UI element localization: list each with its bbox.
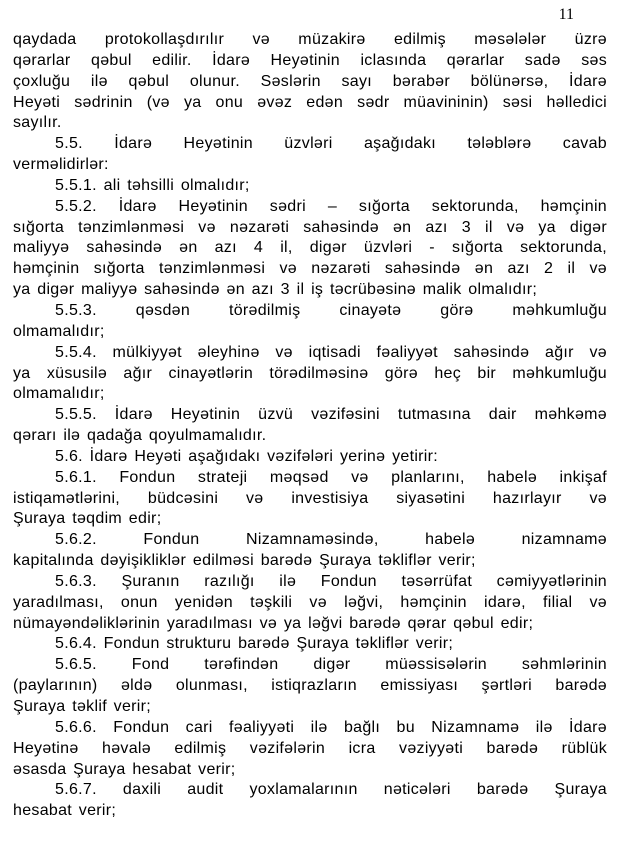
paragraph [13, 572, 607, 635]
paragraph [13, 301, 607, 343]
text-line: ya digər maliyyə sahəsində ən azı 3 il iş təcrübəsinə malik olmalıdır; [13, 281, 538, 299]
text-line: sığorta tənzimlənməsi və nəzarəti sahəsində ən azı 3 il və ya digər [13, 218, 607, 236]
paragraph [13, 634, 607, 655]
text-line: 5.5.4. mülkiyyət əleyhinə və iqtisadi fəaliyyət sahəsində ağır və [55, 343, 607, 361]
text-line: 5.5.2. İdarə Heyətinin sədri – sığorta sektorunda, həmçinin [55, 197, 607, 215]
text-line: olmamalıdır; [13, 322, 105, 340]
text-line: 5.5.5. İdarə Heyətinin üzvü vəzifəsini tutmasına dair məhkəmə [55, 406, 607, 424]
text-line: maliyyə sahəsində ən azı 4 il, digər üzvləri - sığorta sektorunda, [13, 239, 607, 257]
text-line: Heyətinə həvalə edilmiş vəzifələrin icra vəziyyəti barədə rüblük [13, 739, 607, 757]
text-line: (paylarının) əldə olunması, istiqrazların emissiyası şərtləri barədə [13, 677, 607, 695]
text-line: 5.6.6. Fondun cari fəaliyyəti ilə bağlı bu Nizamnamə ilə İdarə [55, 718, 607, 736]
paragraph [13, 197, 607, 301]
text-line: Şuraya təklif verir; [13, 698, 152, 715]
paragraph [13, 655, 607, 718]
text-line: kapitalında dəyişikliklər edilməsi barədə Şuraya təkliflər verir; [13, 552, 476, 570]
text-line: 5.6.5. Fond tərəfindən digər müəssisələrin səhmlərinin [55, 656, 607, 674]
text-line: qərarı ilə qadağa qoyulmamalıdır. [13, 427, 267, 445]
text-line: sayılır. [13, 114, 62, 132]
text-line: həmçinin sığorta tənzimlənməsi və nəzarəti sahəsində ən azı 2 il və [13, 260, 607, 278]
text-line: 5.6. İdarə Heyəti aşağıdakı vəzifələri yerinə yetirir: [55, 447, 439, 465]
text-line: nümayəndəliklərinin yaradılması və ya ləğvi barədə qərar qəbul edir; [13, 614, 534, 632]
text-line: 5.6.1. Fondun strateji məqsəd və planlarını, habelə inkişaf [55, 468, 607, 486]
text-line: 5.5. İdarə Heyətinin üzvləri aşağıdakı tələblərə cavab [55, 135, 607, 153]
document-body [13, 30, 607, 822]
text-line: 5.6.3. Şuranın razılığı ilə Fondun təsərrüfat cəmiyyətlərinin [55, 572, 607, 590]
paragraph [13, 447, 607, 468]
paragraph [13, 134, 607, 176]
text-line: 5.6.4. Fondun strukturu barədə Şuraya təkliflər verir; [55, 635, 454, 653]
text-line: istiqamətlərini, büdcəsini və investisiya siyasətini hazırlayır və [13, 489, 607, 507]
text-line: olmamalıdır; [13, 385, 105, 403]
text-line: verməlidirlər: [13, 156, 109, 174]
text-line: 5.6.7. daxili audit yoxlamalarının nəticələri barədə Şuraya [55, 781, 607, 799]
text-line: ya xüsusilə ağır cinayətlərin törədilməsinə görə heç bir məhkumluğu [13, 364, 607, 382]
text-line: 5.5.3. qəsdən törədilmiş cinayətə görə məhkumluğu [55, 301, 607, 319]
text-line: Heyəti sədrinin (və ya onu əvəz edən sədr müavininin) səsi həlledici [13, 93, 607, 111]
text-line: əsasda Şuraya hesabat verir; [13, 760, 236, 778]
paragraph [13, 530, 607, 572]
paragraph [13, 468, 607, 531]
text-line: çoxluğu ilə qəbul olunur. Səslərin sayı bərabər bölünərsə, İdarə [13, 72, 607, 90]
text-line: qərarlar qəbul edilir. İdarə Heyətinin iclasında qərarlar sadə səs [13, 51, 607, 69]
text-line: 5.5.1. ali təhsilli olmalıdır; [55, 176, 250, 194]
text-line: yaradılması, onun yenidən təşkili və ləğvi, həmçinin idarə, filial və [13, 593, 607, 611]
paragraph [13, 30, 607, 134]
paragraph [13, 405, 607, 447]
text-line: Şuraya təqdim edir; [13, 510, 162, 528]
paragraph [13, 176, 607, 197]
paragraph [13, 780, 607, 822]
paragraph [13, 718, 607, 781]
text-line: qaydada protokollaşdırılır və müzakirə edilmiş məsələlər üzrə [13, 31, 607, 48]
page-header [0, 0, 620, 23]
text-line: 5.6.2. Fondun Nizamnaməsində, habelə nizamnamə [55, 531, 607, 549]
text-line: hesabat verir; [13, 802, 117, 820]
paragraph [13, 343, 607, 406]
page-number: 11 [558, 6, 574, 23]
